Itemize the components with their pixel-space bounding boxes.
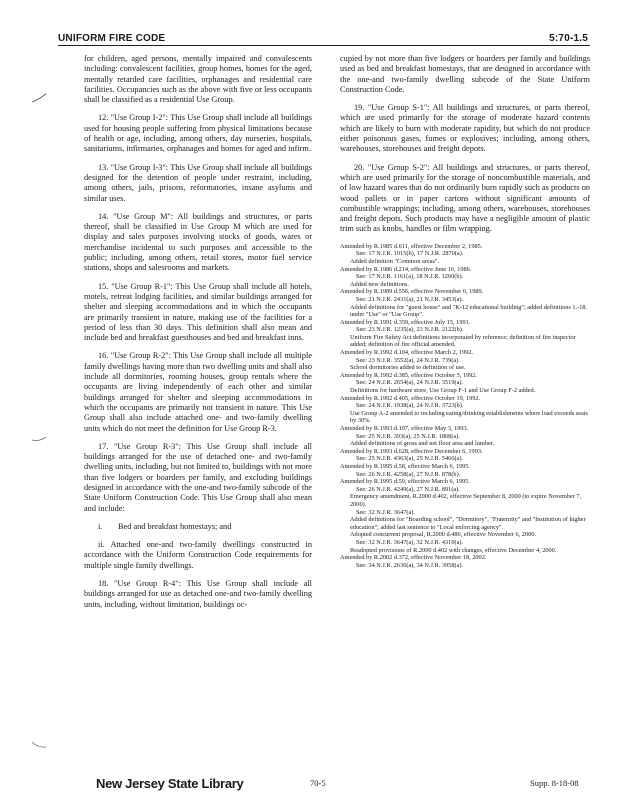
history-line: Use Group A-2 amended to including eating/drinking establishments where load exceeds seats by 30%. xyxy=(350,409,588,425)
running-header xyxy=(58,28,588,44)
history-line: Added definitions for "guest house" and "K-12 educational building"; added definitions 1.-18. under "Use" or "Use Group". xyxy=(350,303,588,319)
history-line: Amended by R.1989 d.556, effective November 6, 1989. xyxy=(340,288,484,296)
paragraph-use-group-r1: 15. "Use Group R-1": This Use Group shall include all hotels, motels, retreat lodging facilities, and similar buildings arranged for shelter and sleeping accommodations and in which the occupants are primarily transient in nature, making use of the facilities for a period of less than 30 days. This definition shall also mean and include bed and breakfast guesthouses and bed and breakfast inns. xyxy=(84,281,312,343)
history-line: Added new definitions. xyxy=(350,280,409,288)
history-line: See: 25 N.J.R. 4363(a), 25 N.J.R. 5466(a). xyxy=(356,455,464,463)
history-line: Added definition "Common areas". xyxy=(350,257,440,265)
history-line: Amended by R.1992 d.405, effective October 19, 1992. xyxy=(340,394,481,402)
history-line: Amended by R.1995 d.59, effective March 6, 1995. xyxy=(340,478,470,486)
history-line: See: 17 N.J.R. 1015(b), 17 N.J.R. 2870(a). xyxy=(356,250,464,258)
supplement-date: Supp. 8-18-08 xyxy=(530,778,579,788)
history-line: Amended by R.2002 d.372, effective November 18, 2002. xyxy=(340,554,487,562)
margin-mark xyxy=(30,92,48,104)
list-item-i xyxy=(84,522,312,532)
amendment-history xyxy=(340,243,590,570)
history-line: See: 26 N.J.R. 4249(a), 27 N.J.R. 891(a). xyxy=(356,485,460,493)
history-line: Uniform Fire Safety Act definitions incorporated by reference; definition of fire inspector added; definition of fire official amended. xyxy=(350,333,576,349)
history-line: Added definitions for "Boarding school", "Dormitory", "Fraternity" and "Institution of higher education"; added last sentence to "Local enforcing agency". xyxy=(350,516,586,531)
margin-mark xyxy=(30,432,48,444)
history-line: Adopted concurrent proposal, R.2000 d.486, effective November 6, 2000. xyxy=(350,531,536,539)
paragraph-use-group-s2: 20. "Use Group S-2": All buildings and structures, or parts thereof, which are used primarily for the storage of noncombustible materials, and of low hazard wares that do not ordinarily burn rapidly such as products on wood pallets or in paper cartons without significant amounts of combustible wrappings; including, among others, warehouses, storehouses and freight depots. Such products may have a negligible amount of plastic trim such as knobs, handles or film wrapping. xyxy=(340,162,590,234)
history-line: See: 25 N.J.R. 393(a), 25 N.J.R. 1868(a). xyxy=(356,432,460,440)
list-item-ii: ii. Attached one-and two-family dwellings constructed in accordance with the Uniform Construction Code requirements for multiple single family dwellings. xyxy=(84,540,312,570)
history-line: Amended by R.1993 d.197, effective May 3, 1993. xyxy=(340,425,469,432)
history-line: See: 17 N.J.R. 1161(a), 18 N.J.R. 1260(b). xyxy=(356,273,464,281)
paragraph-use-group-r2: 16. "Use Group R-2": This Use Group shall include all multiple family dwellings having more than two dwelling units and shall also include all dormitories, rooming houses, group rentals where the occupants are living independently of each other and similar buildings arranged for shelter and sleeping accommodations in which the occupants are primarily not transient in nature. This Use Group shall also include attached one- and two-family dwelling units which do not meet the definition for Use Group R-3. xyxy=(84,351,312,433)
paragraph-use-group-s1: 19. "Use Group S-1": All buildings and structures, or parts thereof, which are used primarily for the storage of moderate hazard contents which are likely to burn with moderate rapidity, but which do not produce either poisonous gases, fumes or explosives; including, among others, warehouses, storehouses and freight depots. xyxy=(340,103,590,154)
history-line: Amended by R.1986 d.214, effective June 16, 1986. xyxy=(340,265,472,273)
history-line: See: 23 N.J.R. 3552(a), 24 N.J.R. 739(a). xyxy=(356,356,460,364)
history-line: Amended by R.1995 d.58, effective March 6, 1995. xyxy=(340,462,470,470)
history-line: Amended by R.1985 d.611, effective December 2, 1985. xyxy=(340,242,483,250)
header-rule xyxy=(58,45,590,46)
right-column xyxy=(340,54,590,569)
margin-mark xyxy=(30,738,48,750)
history-line: See: 34 N.J.R. 2636(a), 34 N.J.R. 3958(a). xyxy=(356,561,464,569)
library-watermark: New Jersey State Library xyxy=(96,776,244,791)
header-section-number: 5:70-1.5 xyxy=(549,33,588,44)
history-line: Definitions for hardware store, Use Group F-1 and Use Group F-2 added. xyxy=(350,387,536,395)
history-line: Added definitions of gross and net floor area and lumber. xyxy=(350,440,495,448)
page-number: 70-5 xyxy=(310,778,326,788)
history-line: See: 26 N.J.R. 4258(a), 27 N.J.R. 878(b). xyxy=(356,470,461,478)
list-item-text: Bed and breakfast homestays; and xyxy=(118,521,232,531)
history-line: See: 24 N.J.R. 2654(a), 24 N.J.R. 3519(a). xyxy=(356,379,464,387)
paragraph-use-group-r3: 17. "Use Group R-3": This Use Group shall include all buildings arranged for the use of detached one- and two-family dwelling units, including, but not limited to, buildings with not more than five lodgers or boarders per family, and excluding buildings designed in accordance with the one-and two-family subcode of the State Uniform Construction Code. This Use Group shall also mean and include: xyxy=(84,441,312,513)
paragraph-use-group-r4: 18. "Use Group R-4": This Use Group shall include all buildings arranged for use as detached one-and two-family dwelling units, including, without limitation, buildings oc- xyxy=(84,579,312,609)
header-title: UNIFORM FIRE CODE xyxy=(58,33,166,44)
left-column xyxy=(84,54,312,618)
history-line: See: 24 N.J.R. 1938(a), 24 N.J.R. 3723(b). xyxy=(356,402,464,410)
history-line: Amended by R.1991 d.359, effective July 15, 1991. xyxy=(340,318,471,326)
paragraph-use-group-i2: 12. "Use Group I-2": This Use Group shall include all buildings used for housing people suffering from physical limitations because of health or age, including, among others, day nurseries, hospitals, sanitariums, infirmaries, orphanages and homes for aged and infirm. xyxy=(84,113,312,154)
history-line: See: 32 N.J.R. 3647(a). xyxy=(356,508,415,516)
history-line: Readopted provisions of R.2000 d.402 with changes, effective December 4, 2000. xyxy=(350,546,557,554)
history-line: Amended by R.1992 d.104, effective March 2, 1992. xyxy=(340,349,474,357)
list-marker: i. xyxy=(98,521,103,531)
paragraph-use-group-i3: 13. "Use Group I-3": This Use Group shall include all buildings designed for the detention of people under restraint, including, among others, jails, prisons, reformatories, insane asylums and similar uses. xyxy=(84,162,312,203)
paragraph-use-group-m: 14. "Use Group M": All buildings and structures, or parts thereof, shall be classified in Use Group M which are used for display and sales purposes involving stocks of goods, wares or merchandise incidental to such purposes and accessible to the public; including, among others, retail stores, motor fuel service stations, shops and salesrooms and markets. xyxy=(84,211,312,273)
paragraph-continuation: for children, aged persons, mentally impaired and convalescents including: convalescent facilities, group homes, homes for the aged, mentally retarded care facilities, orphanages and residential care facilities. Occupancies such as the above with five or less occupants shall be classified as a residential Use Group. xyxy=(84,54,312,105)
history-line: See: 32 N.J.R. 3647(a), 32 N.J.R. 4310(a). xyxy=(356,538,464,546)
history-line: Amended by R.1992 d.385, effective October 5, 1992. xyxy=(340,371,477,379)
history-line: See: 23 N.J.R. 1235(a), 23 N.J.R. 2122(b). xyxy=(356,326,464,334)
history-line: See: 21 N.J.R. 2431(a), 21 N.J.R. 3453(a). xyxy=(356,295,464,303)
history-line: Emergency amendment, R.2000 d.402, effective September 8, 2000 (to expire November 7, 2000). xyxy=(350,493,582,508)
history-line: Amended by R.1993 d.628, effective December 6, 1993. xyxy=(340,447,483,455)
paragraph-continuation: cupied by not more than five lodgers or boarders per family and buildings used as bed and breakfast homestays, that are designed in accordance with the one-and two-family dwelling subcode of the State Uniform Construction Code. xyxy=(340,54,590,94)
history-line: School dormitories added to definition of use. xyxy=(350,364,466,372)
